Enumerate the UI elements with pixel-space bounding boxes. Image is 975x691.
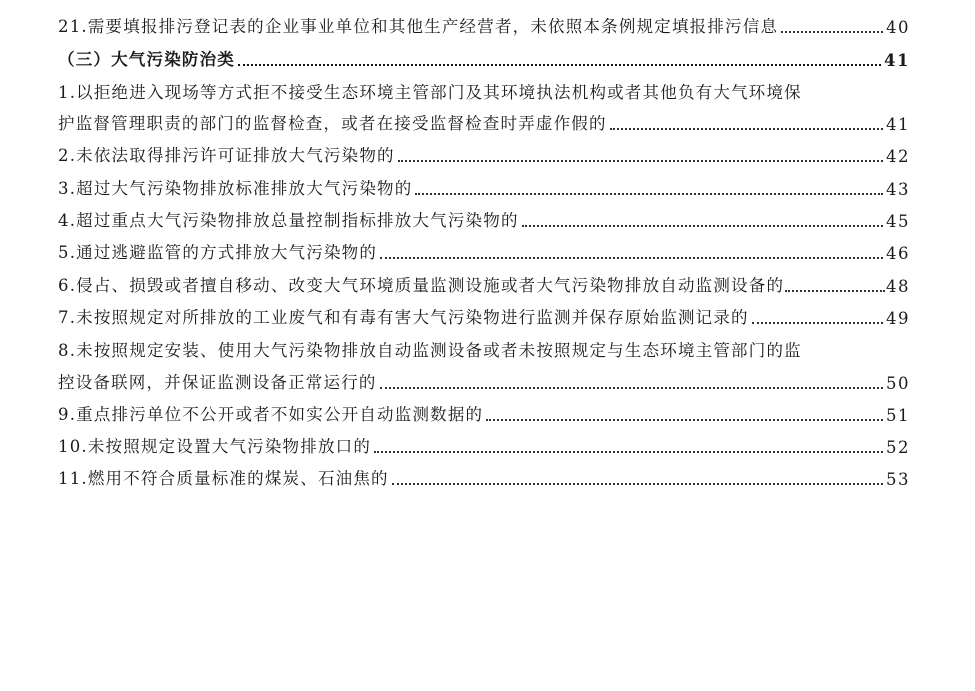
toc-entry-text: 1.以拒绝进入现场等方式拒不接受生态环境主管部门及其环境执法机构或者其他负有大气环境保 [58,82,802,102]
toc-page-number: 46 [886,244,910,264]
dot-leader [415,193,883,195]
dot-leader [781,31,883,33]
dot-leader [238,64,881,66]
toc-entry-text: 10.未按照规定设置大气污染物排放口的 [58,437,372,457]
toc-entry-text: 21.需要填报排污登记表的企业事业单位和其他生产经营者，未依照本条例规定填报排污信息 [58,17,779,37]
toc-entry-8-line1[interactable] [58,335,910,367]
toc-entry-text: 11.燃用不符合质量标准的煤炭、石油焦的 [58,469,389,489]
dot-leader [398,160,883,162]
dot-leader [785,290,885,292]
dot-leader [380,257,883,259]
toc-entry-text: 护监督管理职责的部门的监督检查，或者在接受监督检查时弄虚作假的 [58,114,607,134]
toc-entry-8-line2[interactable] [58,367,910,399]
toc-entry-2[interactable] [58,141,910,173]
toc-entry-text: 9.重点排污单位不公开或者不如实公开自动监测数据的 [58,404,484,424]
toc-page-number: 41 [884,50,910,70]
toc-entry-text: 6.侵占、损毁或者擅自移动、改变大气环境质量监测设施或者大气污染物排放自动监测设备的 [58,275,785,295]
toc-page-number: 53 [886,470,910,490]
dot-leader [522,225,883,227]
toc-entry-1-line2[interactable] [58,109,910,141]
toc-entry-3[interactable] [58,173,910,205]
dot-leader [752,322,883,324]
toc-entry-21[interactable] [58,12,910,44]
dot-leader [374,451,883,453]
toc-page-number: 40 [886,18,910,38]
toc-page-number: 50 [886,373,910,393]
dot-leader [486,419,883,421]
toc-page-number: 43 [886,179,910,199]
toc-entry-4[interactable] [58,206,910,238]
toc-entry-text: 8.未按照规定安装、使用大气污染物排放自动监测设备或者未按照规定与生态环境主管部门的监 [58,340,802,360]
toc-entry-9[interactable] [58,400,910,432]
toc-page-number: 52 [886,438,910,458]
toc-page-number: 45 [886,212,910,232]
toc-entry-10[interactable] [58,432,910,464]
toc-section-heading[interactable] [58,44,910,76]
toc-entry-1-line1[interactable] [58,77,910,109]
toc-page-number: 51 [886,405,910,425]
toc-entry-11[interactable] [58,464,910,496]
dot-leader [610,128,883,130]
toc-entry-text: 5.通过逃避监管的方式排放大气污染物的 [58,243,378,263]
section-title: （三）大气污染防治类 [58,49,235,69]
toc-page-number: 42 [886,147,910,167]
toc-entry-5[interactable] [58,238,910,270]
toc-page-number: 41 [886,115,910,135]
toc-entry-text: 3.超过大气污染物排放标准排放大气污染物的 [58,178,413,198]
toc-entry-text: 4.超过重点大气污染物排放总量控制指标排放大气污染物的 [58,211,519,231]
toc-entry-text: 控设备联网，并保证监测设备正常运行的 [58,372,377,392]
dot-leader [392,483,883,485]
toc-page-number: 49 [886,308,910,328]
toc-entry-text: 2.未依法取得排污许可证排放大气污染物的 [58,146,395,166]
dot-leader [380,387,883,389]
table-of-contents [58,12,910,496]
toc-entry-7[interactable] [58,303,910,335]
toc-entry-6[interactable] [58,270,910,302]
toc-page-number: 48 [886,276,910,296]
toc-entry-text: 7.未按照规定对所排放的工业废气和有毒有害大气污染物进行监测并保存原始监测记录的 [58,307,749,327]
